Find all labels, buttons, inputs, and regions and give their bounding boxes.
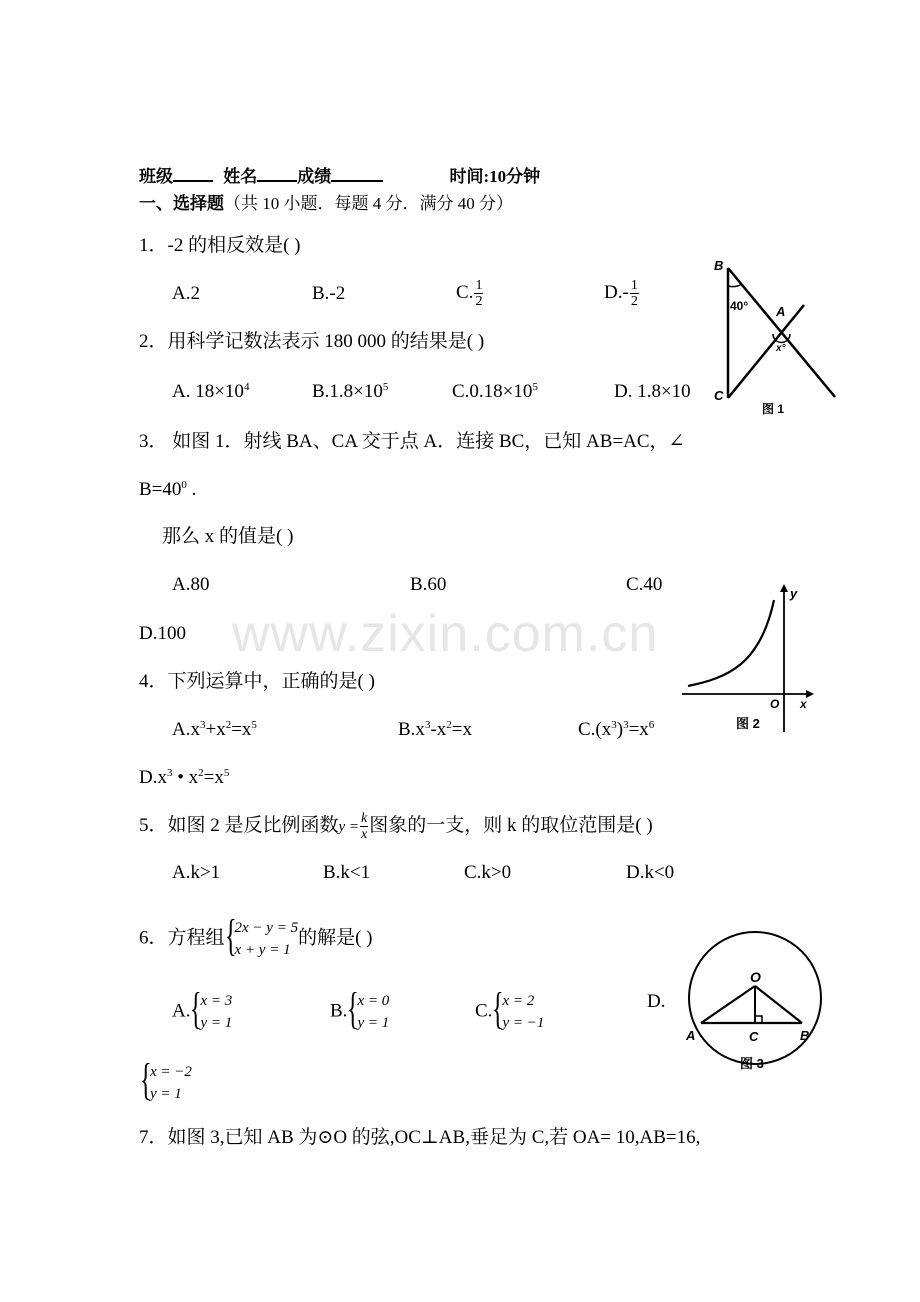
- q4-stem: 4．下列运算中，正确的是( ): [139, 671, 375, 692]
- q4-b-t1: 3: [424, 719, 431, 731]
- q4-a-t2: +x: [205, 719, 226, 740]
- q4-option-d[interactable]: [139, 766, 229, 790]
- fig1-x-label: x°: [776, 343, 786, 354]
- q2-option-c[interactable]: [452, 380, 538, 404]
- q5-k: k: [361, 811, 368, 826]
- q6-c1: x = 2: [502, 993, 535, 1009]
- q6-option-a[interactable]: [172, 984, 233, 1034]
- q5-stem-b: 图象的一支，则 k 的取位范围是( ): [369, 814, 653, 836]
- q6-a-system: { x = 3 y = 1: [190, 984, 233, 1033]
- q4-b-t4: =x: [451, 719, 472, 740]
- name-label: 姓名: [223, 167, 258, 186]
- fig3-radius-oa: [701, 986, 755, 1023]
- q5-option-b[interactable]: B.k<1: [323, 862, 371, 883]
- section-title-line: [139, 192, 513, 216]
- q4-a-t3: 2: [225, 719, 232, 731]
- q2-b-exp: 5: [382, 381, 389, 393]
- q1-option-c[interactable]: [456, 278, 484, 309]
- q6-system: { 2x − y = 5 x + y = 1: [224, 911, 299, 960]
- fig2-hyperbola-branch: [688, 600, 774, 686]
- q1-option-b[interactable]: B.-2: [312, 283, 346, 304]
- fig3-label-b: B: [800, 1028, 810, 1043]
- q1-d-num: 1: [630, 278, 638, 293]
- q2-option-b[interactable]: [312, 380, 388, 404]
- q2-a-base: A. 18×10: [172, 381, 244, 402]
- q1-d-den: 2: [630, 294, 638, 309]
- q6-b1: x = 0: [357, 993, 390, 1009]
- q5-option-a[interactable]: A.k>1: [172, 862, 221, 883]
- q6-a2: y = 1: [200, 1015, 233, 1031]
- q2-option-d[interactable]: D. 1.8×10: [614, 381, 691, 402]
- q3-stem-line2: [139, 478, 196, 502]
- q4-c-t4: =x: [628, 719, 649, 740]
- q6-eq2: x + y = 1: [234, 942, 291, 958]
- fig2-x-arrow: [806, 690, 814, 698]
- q3-angle-exp: 0: [181, 479, 187, 491]
- q3-angle-end: .: [186, 479, 197, 500]
- q6-b-system: { x = 0 y = 1: [347, 984, 390, 1033]
- q6-c-system: { x = 2 y = −1: [492, 984, 545, 1033]
- q4-a-t0: A.x: [172, 719, 200, 740]
- q1-d-prefix: D.-: [604, 281, 629, 303]
- q5-option-c[interactable]: C.k>0: [464, 862, 512, 883]
- fig2-label-o: O: [770, 697, 780, 711]
- q6-a1: x = 3: [200, 993, 233, 1009]
- score-blank[interactable]: [331, 162, 383, 182]
- q6-c-label: C.: [475, 1000, 493, 1022]
- fig1-label-a: A: [776, 304, 786, 319]
- fig3-label-a: A: [686, 1028, 696, 1043]
- q2-c-exp: 5: [532, 381, 538, 393]
- fig3-caption: 图 3: [740, 1056, 764, 1071]
- class-label: 班级: [139, 167, 173, 186]
- q5-stem: [139, 811, 653, 842]
- q4-d-t1: 3: [166, 767, 173, 779]
- q6-option-b[interactable]: [330, 984, 390, 1034]
- q6-d2: y = 1: [150, 1086, 182, 1102]
- q3-option-a[interactable]: A.80: [172, 574, 210, 595]
- q6-option-d[interactable]: [140, 1055, 192, 1105]
- q4-c-t3: 3: [623, 719, 629, 731]
- watermark: www.zixin.com.cn: [232, 605, 659, 663]
- fig1-ray-ca: [728, 305, 804, 398]
- q3-option-c[interactable]: C.40: [626, 574, 663, 595]
- score-label: 成绩: [297, 167, 332, 186]
- q6-d-system: { x = −2 y = 1: [140, 1055, 192, 1104]
- fig2-label-x: x: [800, 697, 807, 711]
- q1-option-a[interactable]: A.2: [172, 283, 200, 304]
- fig2-label-y: y: [790, 586, 798, 601]
- q2-option-a[interactable]: [172, 380, 249, 404]
- q6-eq1: 2x − y = 5: [234, 920, 299, 936]
- q6-c2: y = −1: [502, 1015, 545, 1031]
- q5-fraction: [360, 811, 368, 842]
- q5-y-eq: y =: [338, 818, 360, 835]
- q2-b-base: B.1.8×10: [312, 381, 383, 402]
- q1-stem: 1．-2 的相反效是( ): [139, 235, 301, 256]
- q2-c-base: C.0.18×10: [452, 381, 533, 402]
- q3-stem-line3: 那么 x 的值是( ): [162, 526, 294, 547]
- section-title: 一、选择题: [139, 194, 224, 213]
- q4-c-t2: ): [616, 719, 624, 740]
- figure-3: [680, 928, 830, 1078]
- q1-option-d[interactable]: [604, 278, 640, 309]
- q4-d-t5: 5: [223, 767, 230, 779]
- q5-x: x: [361, 827, 368, 842]
- fig1-label-c: C: [714, 388, 724, 403]
- fig1-angle-arc-b: [728, 284, 742, 287]
- q4-b-t0: B.x: [398, 719, 425, 740]
- q1-c-prefix: C.: [456, 281, 474, 303]
- q6-stem-a: 6．方程组: [139, 927, 225, 949]
- q3-angle-text: B=40: [139, 479, 182, 500]
- q6-option-d-label[interactable]: D.: [647, 991, 666, 1012]
- figure-2: [676, 582, 816, 737]
- q4-d-t4: =x: [203, 767, 224, 788]
- class-blank[interactable]: [173, 162, 213, 182]
- figure-1: [700, 250, 850, 425]
- fig1-angle-label: 40°: [730, 299, 749, 313]
- fig2-y-arrow: [780, 584, 788, 592]
- q1-c-fraction: [474, 278, 483, 309]
- q4-c-t5: 6: [648, 719, 655, 731]
- fig2-caption: 图 2: [736, 716, 760, 731]
- q4-b-t2: -x: [430, 719, 447, 740]
- q6-b2: y = 1: [357, 1015, 390, 1031]
- q1-c-den: 2: [475, 294, 483, 309]
- section-note: （共 10 小题．每题 4 分．满分 40 分）: [224, 194, 513, 213]
- q6-option-c[interactable]: [475, 984, 545, 1034]
- name-blank[interactable]: [257, 162, 297, 182]
- q4-d-t0: D.x: [139, 767, 167, 788]
- q2-a-exp: 4: [243, 381, 250, 393]
- q4-a-t4: =x: [231, 719, 252, 740]
- time-label: 时间:10分钟: [449, 167, 541, 186]
- q4-a-t1: 3: [199, 719, 206, 731]
- q5-option-d[interactable]: D.k<0: [626, 862, 675, 883]
- q6-stem: [139, 911, 373, 961]
- q3-option-d[interactable]: D.100: [139, 623, 186, 644]
- q6-d1: x = −2: [150, 1064, 192, 1080]
- q4-option-b[interactable]: [398, 718, 472, 742]
- q1-d-fraction: [630, 278, 639, 309]
- q6-a-label: A.: [172, 1000, 191, 1022]
- q4-d-t3: 2: [198, 767, 204, 779]
- q5-stem-a: 5．如图 2 是反比例函数: [139, 814, 339, 836]
- q4-b-t3: 2: [446, 719, 452, 731]
- q4-a-t5: 5: [251, 719, 257, 731]
- q3-stem: 3． 如图 1．射线 BA、CA 交于点 A．连接 BC，已知 AB=AC，∠: [139, 431, 685, 452]
- q4-option-a[interactable]: [172, 718, 257, 742]
- q3-option-b[interactable]: B.60: [410, 574, 447, 595]
- q4-c-t1: 3: [611, 719, 617, 731]
- q6-stem-b: 的解是( ): [298, 927, 373, 949]
- q4-d-t2: • x: [172, 767, 199, 788]
- fig1-caption: 图 1: [762, 402, 785, 416]
- fig3-label-c: C: [749, 1029, 759, 1044]
- q1-c-num: 1: [475, 278, 483, 293]
- q4-option-c[interactable]: [578, 718, 654, 742]
- q7-stem: 7．如图 3,已知 AB 为⊙O 的弦,OC⊥AB,垂足为 C,若 OA= 10,AB=16,: [139, 1127, 701, 1148]
- q6-b-label: B.: [330, 1000, 348, 1022]
- q2-stem: 2．用科学记数法表示 180 000 的结果是( ): [139, 331, 485, 352]
- fig3-label-o: O: [750, 969, 761, 985]
- q4-c-t0: C.(x: [578, 719, 612, 740]
- header-line: [139, 162, 540, 189]
- fig1-label-b: B: [714, 258, 724, 273]
